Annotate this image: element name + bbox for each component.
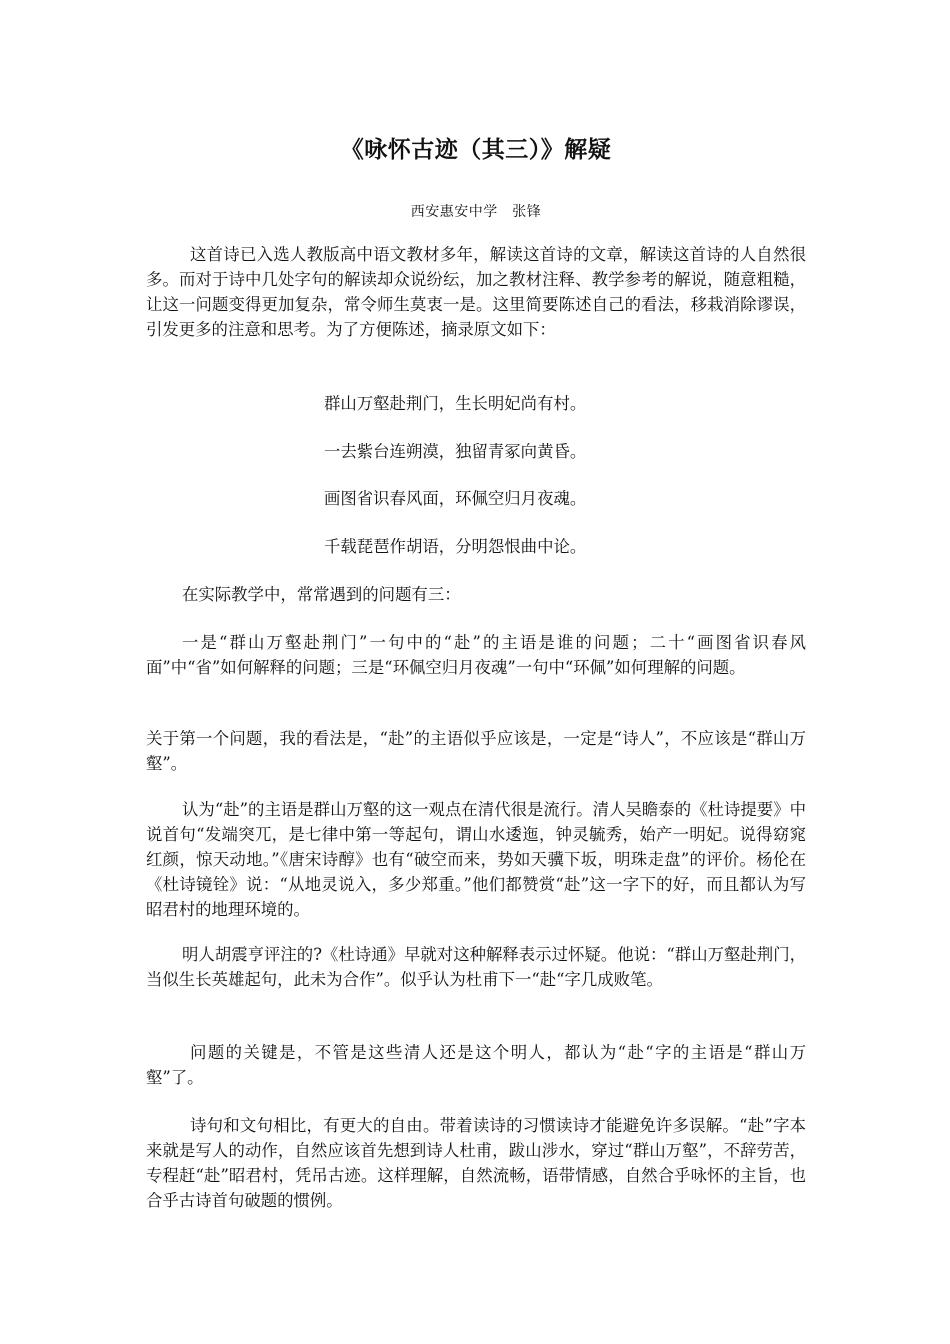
questions-intro-paragraph: 在实际教学中，常常遇到的问题有三： [182, 585, 461, 604]
document-title: 《咏怀古迹（其三）》解疑 [340, 136, 612, 163]
poem-line-1: 群山万壑赴荆门，生长明妃尚有村。 [324, 394, 587, 413]
poem-line-3: 画图省识春风面，环佩空归月夜魂。 [324, 489, 587, 508]
first-view-paragraph: 关于第一个问题，我的看法是，“赴”的主语似乎应该是，一定是“诗人”，不应该是“群山万壑”。 [146, 729, 806, 773]
poem-line-2: 一去紫台连朔漠，独留青冢向黄昏。 [324, 442, 587, 461]
ming-view-paragraph: 明人胡震亨评注的?《杜诗通》早就对这种解释表示过怀疑。他说：“群山万壑赴荆门，当似生长英雄起句，此未为合作”。似乎认为杜甫下一“赴“字几成败笔。 [146, 945, 806, 989]
conclusion-paragraph: 诗句和文句相比，有更大的自由。带着读诗的习惯读诗才能避免许多误解。“赴”字本来就是写人的动作，自然应该首先想到诗人杜甫，跋山涉水，穿过“群山万壑”，不辞劳苦，专程赶“赴”昭君村，凭吊古迹。这样理解，自然流畅，语带情感，自然合乎咏怀的主旨，也合乎古诗首句破题的惯例。 [146, 1116, 806, 1210]
questions-paragraph: 一是“群山万壑赴荆门”一句中的“赴”的主语是谁的问题；二十“画图省识春风面”中“省”如何解释的问题；三是“环佩空归月夜魂”一句中“环佩”如何理解的问题。 [146, 633, 806, 677]
author-byline: 西安惠安中学 张锋 [410, 204, 542, 220]
key-point-paragraph: 问题的关键是，不管是这些清人还是这个明人，都认为“赴“字的主语是“群山万壑”了。 [146, 1043, 806, 1087]
poem-line-4: 千载琵琶作胡语，分明怨恨曲中论。 [324, 537, 587, 556]
intro-paragraph: 这首诗已入选人教版高中语文教材多年，解读这首诗的文章，解读这首诗的人自然很多。而对于诗中几处字句的解读却众说纷纭，加之教材注释、教学参考的解说，随意粗糙，让这一问题变得更加复杂，常令师生莫衷一是。这里简要陈述自己的看法，移栽消除谬误，引发更多的注意和思考。为了方便陈述，摘录原文如下： [146, 245, 806, 339]
qing-view-paragraph: 认为“赴”的主语是群山万壑的这一观点在清代很是流行。清人吴瞻泰的《杜诗提要》中说首句“发端突兀，是七律中第一等起句，谓山水逶迤，钟灵毓秀，始产一明妃。说得窈窕红颜，惊天动地。”《唐宋诗醇》也有“破空而来，势如天骥下坂，明珠走盘”的评价。杨伦在《杜诗镜铨》说：“从地灵说入，多少郑重。”他们都赞赏“赴”这一字下的好，而且都认为写昭君村的地理环境的。 [146, 800, 806, 919]
